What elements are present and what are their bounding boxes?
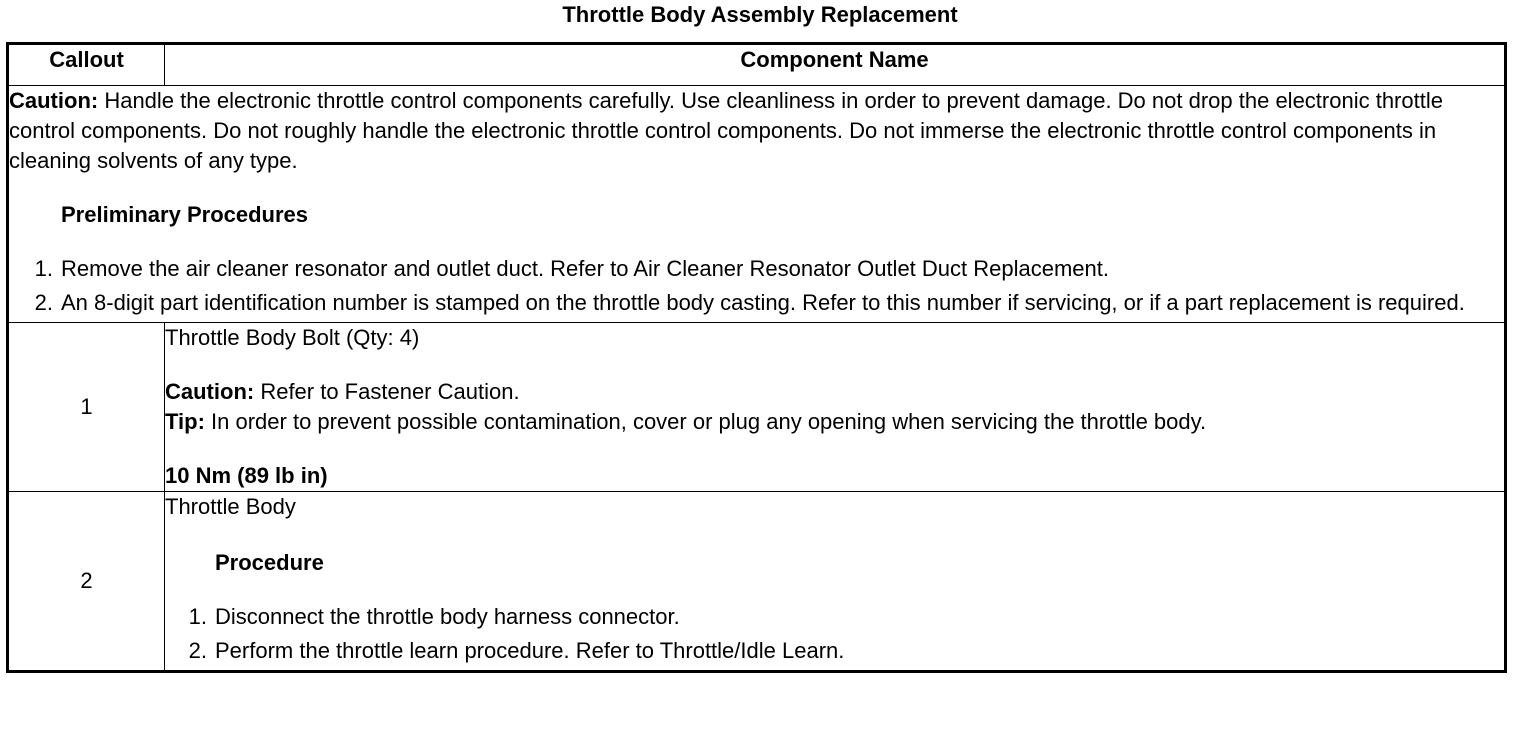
callout-header: Callout [8,44,165,86]
general-caution [9,86,1504,176]
tip-label: Tip: [165,409,205,434]
procedure-heading: Procedure [215,550,324,575]
preliminary-procedures-heading: Preliminary Procedures [61,202,309,227]
component-name: Throttle Body Bolt (Qty: 4) [165,325,420,350]
step-text: Disconnect the throttle body harness connector. [215,604,680,629]
tip-text: In order to prevent possible contamination, cover or plug any opening when servicing the throttle body. [204,409,1207,434]
step-number: 2. [188,638,207,663]
preliminary-steps-list [9,254,1504,318]
step-text: An 8-digit part identification number is stamped on the throttle body casting. Refer to this number if servicing, or if a part replacement is required. [61,290,1465,315]
step-text: Remove the air cleaner resonator and outlet duct. Refer to Air Cleaner Resonator Outlet Duct Replacement. [61,256,1109,281]
callout-number: 1 [8,323,165,492]
table-header-row [8,44,1506,86]
component-tip [165,407,1504,437]
list-item [34,254,1504,284]
table-row [8,492,1506,672]
component-table [6,42,1507,673]
list-item [188,636,1504,666]
list-item [188,602,1504,632]
component-cell [165,492,1506,672]
component-name-header: Component Name [165,44,1506,86]
torque-spec: 10 Nm (89 lb in) [165,463,328,488]
caution-text: Refer to Fastener Caution. [254,379,520,404]
component-cell [165,323,1506,492]
step-text: Perform the throttle learn procedure. Refer to Throttle/Idle Learn. [215,638,845,663]
caution-label: Caution: [165,379,255,404]
table-row [8,323,1506,492]
caution-label: Caution: [9,88,99,113]
page-title: Throttle Body Assembly Replacement [562,2,958,27]
component-name: Throttle Body [165,494,296,519]
component-caution [165,377,1504,407]
step-number: 1. [34,256,53,281]
callout-number: 2 [8,492,165,672]
caution-cell [8,86,1506,323]
step-number: 2. [34,290,53,315]
caution-text: Handle the electronic throttle control components carefully. Use cleanliness in order to prevent damage. Do not drop the electronic throttle control components. Do not roughly handle the electronic throttle control components. Do not immerse the electronic throttle control components in cleaning solvents of any type. [9,88,1443,173]
step-number: 1. [188,604,207,629]
list-item [34,288,1504,318]
caution-row [8,86,1506,323]
procedure-steps-list [165,602,1504,666]
